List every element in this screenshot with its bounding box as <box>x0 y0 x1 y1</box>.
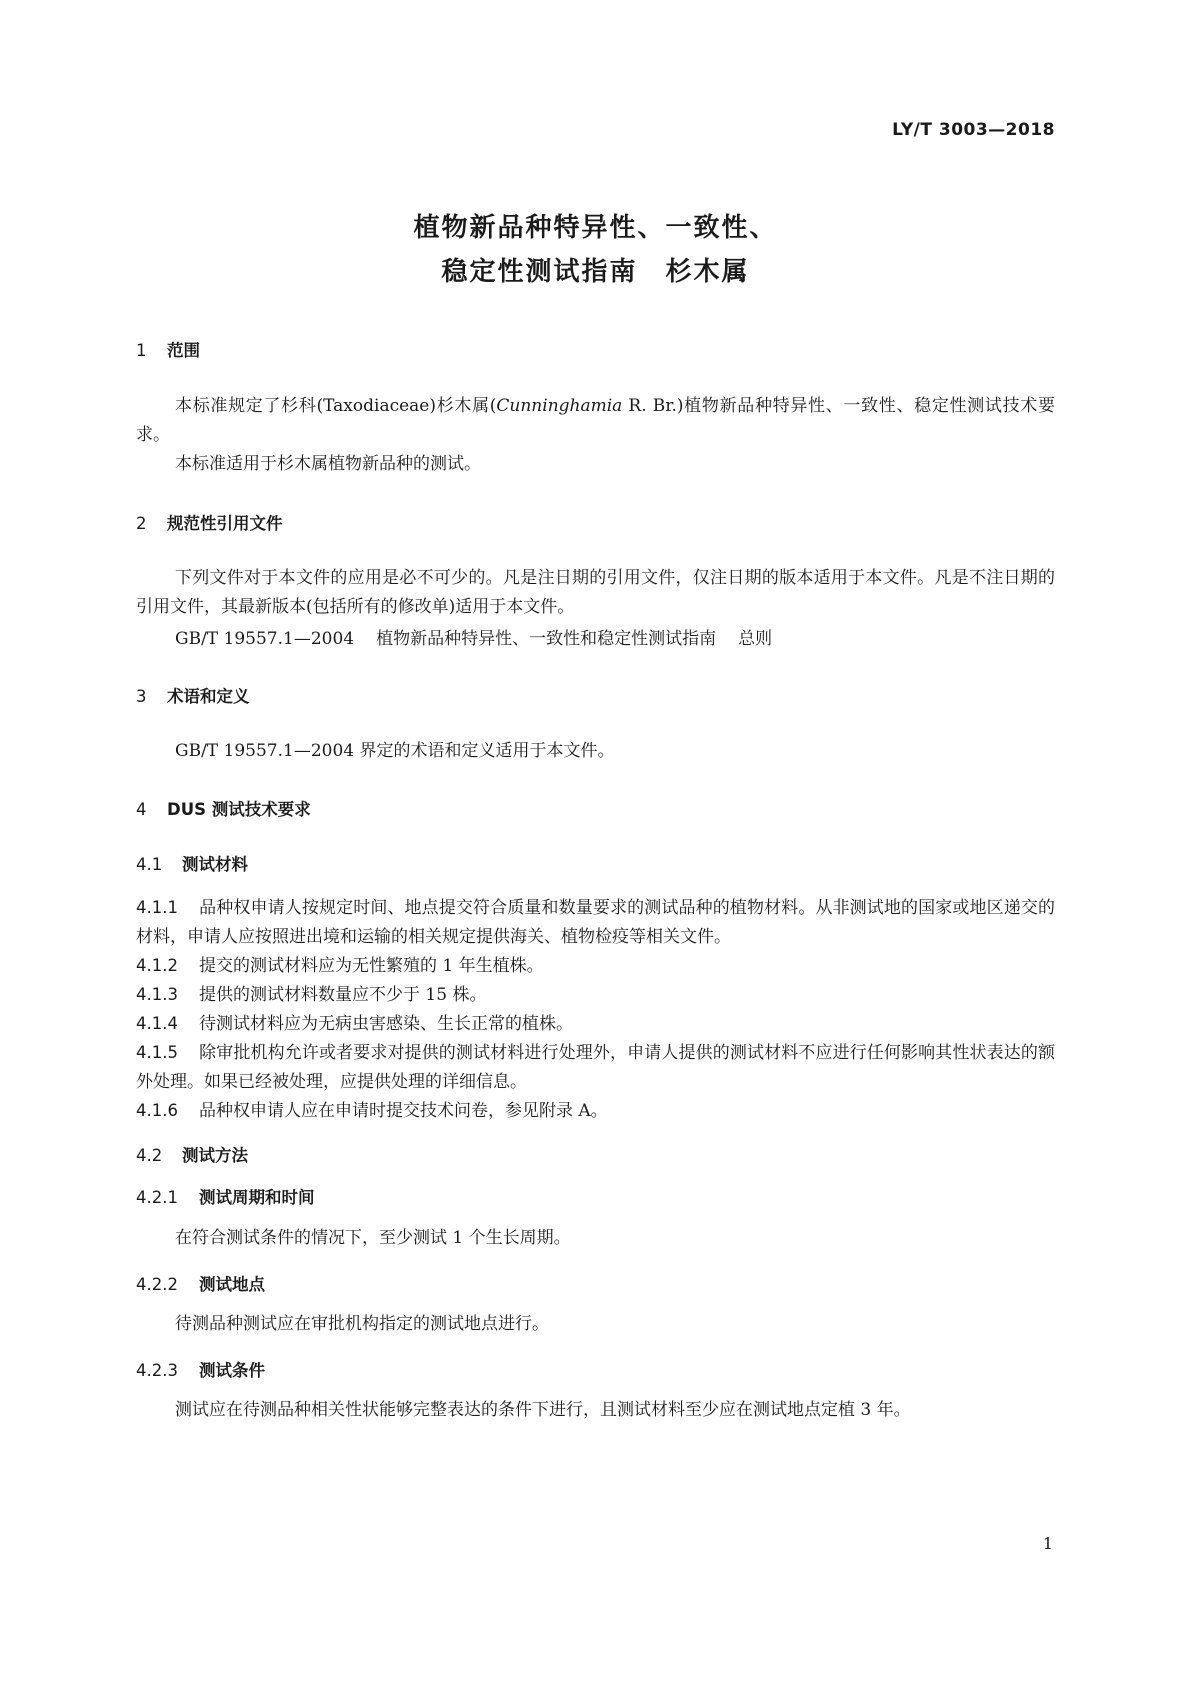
section-number: 4.2.1 <box>136 1188 178 1207</box>
section-4-2-3-paragraph: 测试应在待测品种相关性状能够完整表达的条件下进行，且测试材料至少应在测试地点定植 3 年。 <box>175 1400 911 1420</box>
section-number: 3 <box>136 687 147 706</box>
section-4-1-heading <box>136 851 248 875</box>
clause-number: 4.1.6 <box>136 1101 178 1120</box>
clause-number: 4.1.5 <box>136 1043 178 1062</box>
clause-text: 品种权申请人按规定时间、地点提交符合质量和数量要求的测试品种的植物材料。从非测试地的国家或地区递交的材料，申请人应按照进出境和运输的相关规定提供海关、植物检疫等相关文件。 <box>136 898 1055 947</box>
section-4-2-heading <box>136 1142 248 1166</box>
section-title: 测试周期和时间 <box>199 1188 315 1207</box>
clause-4-1-6 <box>136 1096 1055 1126</box>
document-title <box>0 206 1191 294</box>
section-1-paragraph-1 <box>136 392 1055 450</box>
section-title: 测试方法 <box>182 1146 248 1165</box>
page-number: 1 <box>1042 1534 1053 1553</box>
section-4-2-2-paragraph: 待测品种测试应在审批机构指定的测试地点进行。 <box>175 1314 549 1334</box>
section-1-paragraph-2: 本标准适用于杉木属植物新品种的测试。 <box>175 454 481 474</box>
clause-4-1-4 <box>136 1009 1055 1039</box>
section-title: 术语和定义 <box>167 687 250 706</box>
clause-text: 待测试材料应为无病虫害感染、生长正常的植株。 <box>199 1014 573 1034</box>
section-4-2-1-paragraph: 在符合测试条件的情况下，至少测试 1 个生长周期。 <box>175 1228 571 1248</box>
text-run: R. Br.)植物新品种特异性、一致性、稳定性测试技术要求。 <box>136 396 1055 445</box>
section-number: 4.1 <box>136 855 163 874</box>
section-number: 4.2.2 <box>136 1275 178 1294</box>
title-line-2: 稳定性测试指南 杉木属 <box>441 257 750 287</box>
normative-reference <box>175 624 772 649</box>
section-title: 范围 <box>167 341 200 360</box>
section-number: 1 <box>136 341 147 360</box>
title-line-1: 植物新品种特异性、一致性、 <box>413 213 778 243</box>
section-2-paragraph-1: 下列文件对于本文件的应用是必不可少的。凡是注日期的引用文件，仅注日期的版本适用于本文件。凡是不注日期的引用文件，其最新版本(包括所有的修改单)适用于本文件。 <box>136 568 1055 617</box>
clause-number: 4.1.3 <box>136 985 178 1004</box>
clause-4-1-2 <box>136 951 1055 981</box>
reference-code: GB/T 19557.1—2004 <box>175 629 355 649</box>
clause-text: 品种权申请人应在申请时提交技术问卷，参见附录 A。 <box>199 1101 608 1121</box>
section-number: 4.2.3 <box>136 1361 178 1380</box>
clause-text: 除审批机构允许或者要求对提供的测试材料进行处理外，申请人提供的测试材料不应进行任何影响其性状表达的额外处理。如果已经被处理，应提供处理的详细信息。 <box>136 1043 1055 1092</box>
section-4-2-3-heading <box>136 1357 265 1381</box>
clause-number: 4.1.1 <box>136 898 178 917</box>
section-title: DUS 测试技术要求 <box>167 800 311 819</box>
section-2-heading <box>136 510 283 534</box>
clause-text: 提供的测试材料数量应不少于 15 株。 <box>199 985 487 1005</box>
section-title: 规范性引用文件 <box>167 514 283 533</box>
clause-4-1-3 <box>136 980 1055 1010</box>
section-4-heading <box>136 796 311 820</box>
clause-number: 4.1.4 <box>136 1014 178 1033</box>
section-number: 4 <box>136 800 147 819</box>
section-4-2-2-heading <box>136 1271 265 1295</box>
section-4-2-1-heading <box>136 1184 315 1208</box>
section-number: 2 <box>136 514 147 533</box>
section-3-paragraph-1: GB/T 19557.1—2004 界定的术语和定义适用于本文件。 <box>175 741 615 761</box>
text-run: 本标准规定了杉科(Taxodiaceae)杉木属( <box>175 396 497 416</box>
genus-name: Cunninghamia <box>496 396 623 416</box>
section-title: 测试材料 <box>182 855 248 874</box>
clause-text: 提交的测试材料应为无性繁殖的 1 年生植株。 <box>199 956 544 976</box>
section-1-heading <box>136 337 200 361</box>
reference-part: 总则 <box>738 629 773 649</box>
reference-title: 植物新品种特异性、一致性和稳定性测试指南 <box>376 629 717 649</box>
clause-number: 4.1.2 <box>136 956 178 975</box>
clause-4-1-1 <box>136 893 1055 952</box>
section-title: 测试地点 <box>199 1275 265 1294</box>
section-3-heading <box>136 683 250 707</box>
section-number: 4.2 <box>136 1146 163 1165</box>
section-title: 测试条件 <box>199 1361 265 1380</box>
document-code: LY/T 3003—2018 <box>892 120 1055 140</box>
clause-4-1-5 <box>136 1038 1055 1097</box>
